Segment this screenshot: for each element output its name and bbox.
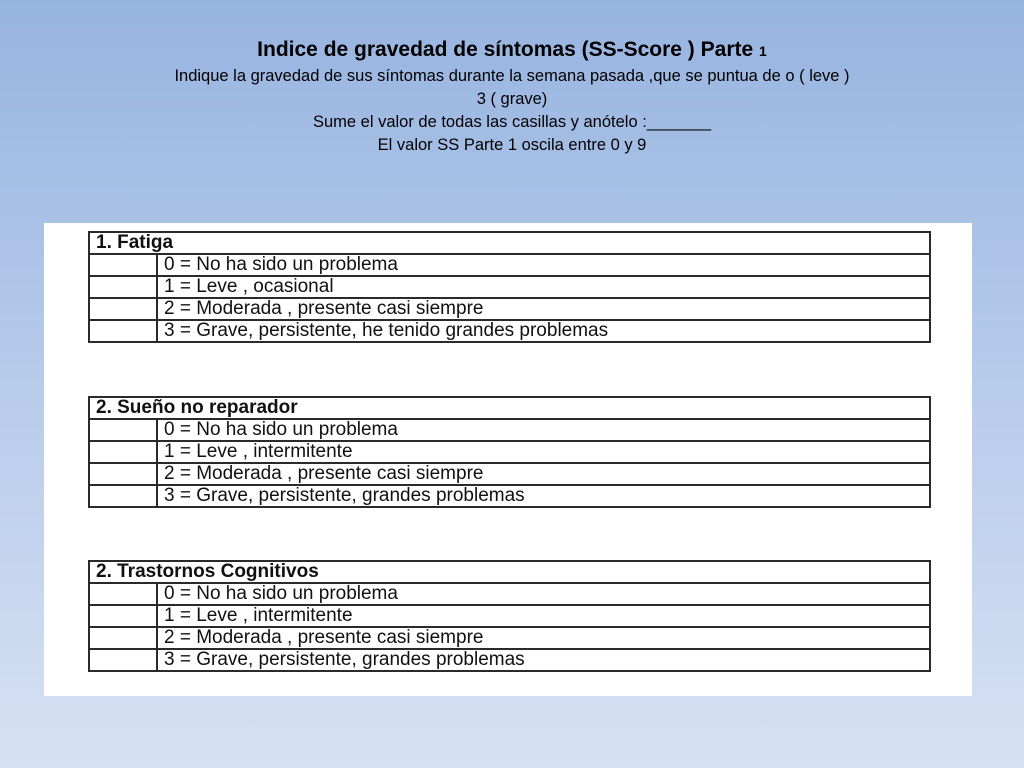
option-label: 1 = Leve , ocasional xyxy=(157,276,930,298)
slide-header xyxy=(0,36,1024,157)
table-row xyxy=(89,627,930,649)
score-checkbox-cell[interactable] xyxy=(89,605,157,627)
table-row xyxy=(89,441,930,463)
option-label: 3 = Grave, persistente, grandes problemas xyxy=(157,649,930,671)
option-label: 3 = Grave, persistente, grandes problemas xyxy=(157,485,930,507)
score-checkbox-cell[interactable] xyxy=(89,649,157,671)
table-heading: 2. Sueño no reparador xyxy=(89,397,930,419)
title-main: Indice de gravedad de síntomas (SS-Score ) Parte xyxy=(257,38,754,61)
option-label: 0 = No ha sido un problema xyxy=(157,419,930,441)
option-label: 0 = No ha sido un problema xyxy=(157,583,930,605)
instruction-line-2: 3 ( grave) xyxy=(476,90,548,108)
questionnaire-panel xyxy=(44,223,972,696)
table-row xyxy=(89,485,930,507)
symptom-table-sueno xyxy=(88,396,931,508)
score-checkbox-cell[interactable] xyxy=(89,419,157,441)
score-checkbox-cell[interactable] xyxy=(89,485,157,507)
instruction-line-4: El valor SS Parte 1 oscila entre 0 y 9 xyxy=(377,136,647,154)
table-row xyxy=(89,254,930,276)
score-checkbox-cell[interactable] xyxy=(89,298,157,320)
table-row xyxy=(89,463,930,485)
table-row xyxy=(89,276,930,298)
score-checkbox-cell[interactable] xyxy=(89,276,157,298)
instruction-line-1: Indique la gravedad de sus síntomas durante la semana pasada ,que se puntua de o ( leve ) xyxy=(174,67,850,85)
symptom-table-fatiga xyxy=(88,231,931,343)
score-checkbox-cell[interactable] xyxy=(89,441,157,463)
table-row xyxy=(89,419,930,441)
table-row xyxy=(89,583,930,605)
table-row xyxy=(89,298,930,320)
table-heading: 2. Trastornos Cognitivos xyxy=(89,561,930,583)
score-checkbox-cell[interactable] xyxy=(89,463,157,485)
symptom-table-cognitivos xyxy=(88,560,931,672)
score-checkbox-cell[interactable] xyxy=(89,320,157,342)
table-row xyxy=(89,320,930,342)
option-label: 2 = Moderada , presente casi siempre xyxy=(157,463,930,485)
option-label: 1 = Leve , intermitente xyxy=(157,441,930,463)
score-checkbox-cell[interactable] xyxy=(89,254,157,276)
table-heading: 1. Fatiga xyxy=(89,232,930,254)
title-part-number: 1 xyxy=(759,43,767,59)
score-checkbox-cell[interactable] xyxy=(89,583,157,605)
table-row xyxy=(89,397,930,419)
table-row xyxy=(89,649,930,671)
instruction-line-3: Sume el valor de todas las casillas y anótelo :_______ xyxy=(312,113,712,131)
table-row xyxy=(89,232,930,254)
option-label: 2 = Moderada , presente casi siempre xyxy=(157,627,930,649)
option-label: 1 = Leve , intermitente xyxy=(157,605,930,627)
score-checkbox-cell[interactable] xyxy=(89,627,157,649)
option-label: 0 = No ha sido un problema xyxy=(157,254,930,276)
table-row xyxy=(89,605,930,627)
option-label: 2 = Moderada , presente casi siempre xyxy=(157,298,930,320)
option-label: 3 = Grave, persistente, he tenido grandes problemas xyxy=(157,320,930,342)
table-row xyxy=(89,561,930,583)
slide-title xyxy=(0,36,1024,65)
